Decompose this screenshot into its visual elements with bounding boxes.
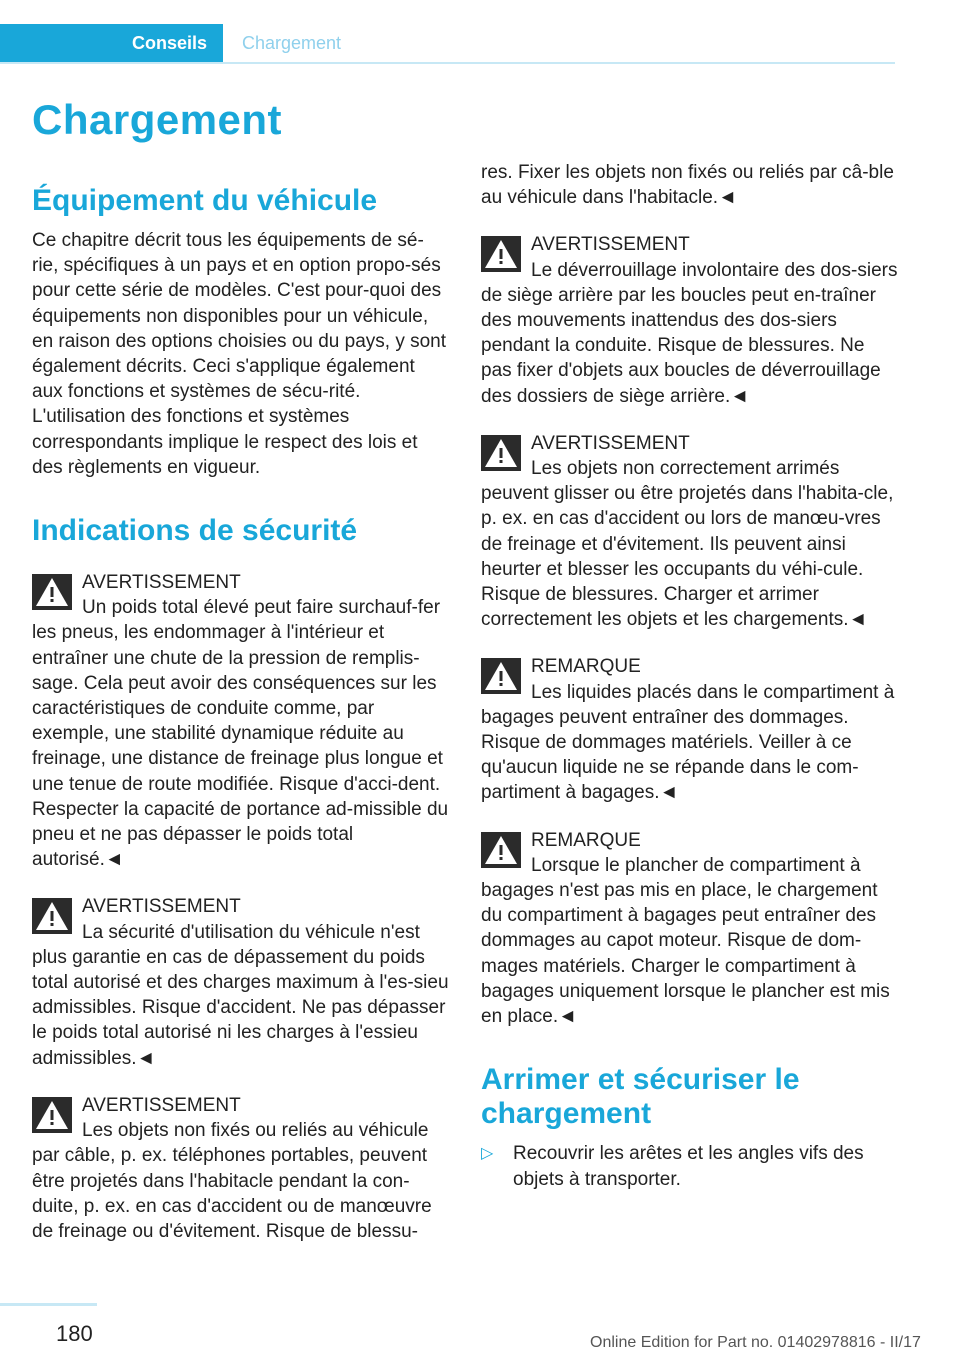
warning-label: AVERTISSEMENT	[82, 896, 241, 918]
warning-text: Les objets non fixés ou reliés au véhicule par câble, p. ex. téléphones portables, peuvent être projetés dans l'habitacle pendant la con-duite, p. ex. en cas d'accident ou de manœuvre de freinage ou d'évitement. Risque de blessu-	[32, 1120, 432, 1242]
note-block	[481, 828, 899, 1030]
warning-text: Les objets non correctement arrimés peuvent glisser ou être projetés dans l'habita-cle, p. ex. en cas d'accident ou lors de manœu-vres de freinage et d'évitement. Ils peuvent ainsi heurter et blesser les occupants du véhi-cule. Risque de blessures. Charger et arrimer correctement les objets et les chargements.◄	[481, 458, 894, 631]
note-text: Les liquides placés dans le compartiment à bagages peuvent entraîner des dommages. Risque de dommages matériels. Veiller à ce qu'aucun liquide ne se répande dans le com-partiment à bagages.◄	[481, 681, 895, 804]
warning-triangle-icon	[481, 658, 521, 694]
heading-equipement: Équipement du véhicule	[32, 184, 378, 217]
paragraph-equipement: Ce chapitre décrit tous les équipements de sé-rie, spécifiques à un pays et en option propo-sés pour cette série de modèles. C'est pour-quoi des équipements non disponibles pour un véhicule, en raison des options choisies ou du pays, y sont également décrits. Ceci s'applique également aux fonctions et systèmes de sécu-rité. L'utilisation des fonctions et systèmes correspondants implique le respect des lois et des règlements en vigueur.	[32, 230, 447, 478]
warning-text: La sécurité d'utilisation du véhicule n'est plus garantie en cas de dépassement du poids total autorisé et des charges maximum à l'es-sieu admissibles. Risque d'accident. Ne pas dépasser le poids total autorisé ni les charges à l'essieu admissibles.◄	[32, 921, 449, 1069]
page-title: Chargement	[32, 96, 283, 143]
warning-block	[32, 1093, 450, 1244]
note-label: REMARQUE	[531, 656, 641, 678]
warning-label: AVERTISSEMENT	[531, 432, 690, 454]
footer-divider	[0, 1303, 97, 1306]
header-bar	[0, 24, 895, 64]
tab-chargement[interactable]: Chargement	[242, 33, 342, 53]
warning-label: AVERTISSEMENT	[82, 1094, 241, 1116]
warning-label: AVERTISSEMENT	[82, 572, 241, 594]
heading-securite: Indications de sécurité	[32, 514, 358, 548]
warning-triangle-icon	[32, 574, 72, 610]
bullet-triangle-icon: ▷	[481, 1145, 494, 1163]
page-number: 180	[56, 1321, 93, 1346]
warning-block	[481, 232, 899, 408]
warning-triangle-icon	[32, 898, 72, 934]
note-text: Lorsque le plancher de compartiment à bagages n'est pas mis en place, le chargement du compartiment à bagages peut entraîner des dommages au capot moteur. Risque de dom-mages matériels. Charger le compartiment à bagages uniquement lorsque le plancher est mis en place.◄	[481, 854, 890, 1028]
warning-text: Un poids total élevé peut faire surchauf-fer les pneus, les endommager à l'intérieur et entraîner une chute de la pression de remplis-sage. Cela peut avoir des conséquences sur les caractéristiques de conduite comme, par exemple, une stabilité dynamique réduite au freinage, une distance de freinage plus longue et une tenue de route modifiée. Risque d'acci-dent. Respecter la capacité de portance ad-missible du pneu et ne pas dépasser le poids total autorisé.◄	[32, 597, 449, 871]
list-item	[481, 1141, 899, 1191]
warning-triangle-icon	[481, 236, 521, 272]
warning-block	[32, 894, 450, 1070]
warning-text: Le déverrouillage involontaire des dos-siers de siège arrière par les boucles peut en-traîner des mouvements inattendus des dos-siers pendant la conduite. Risque de blessures. Ne pas fixer d'objets aux boucles de déverrouillage des dossiers de siège arrière.◄	[481, 259, 898, 407]
note-label: REMARQUE	[531, 829, 641, 851]
list-item-text: Recouvrir les arêtes et les angles vifs des objets à transporter.	[513, 1143, 864, 1190]
warning-triangle-icon	[481, 435, 521, 471]
warning-label: AVERTISSEMENT	[531, 234, 690, 256]
right-column	[481, 160, 899, 1192]
note-block	[481, 654, 899, 805]
edition-text: Online Edition for Part no. 01402978816 - II/17	[590, 1334, 921, 1351]
warning-triangle-icon	[481, 832, 521, 868]
warning-block	[32, 570, 450, 872]
left-column	[32, 184, 450, 1244]
warning-block	[481, 431, 899, 633]
warning-triangle-icon	[32, 1097, 72, 1133]
tab-conseils[interactable]: Conseils	[0, 24, 223, 62]
continued-text: res. Fixer les objets non fixés ou reliés par câ-ble au véhicule dans l'habitacle.◄	[481, 162, 894, 209]
heading-arrimer: Arrimer et sécuriser le chargement	[481, 1063, 800, 1131]
